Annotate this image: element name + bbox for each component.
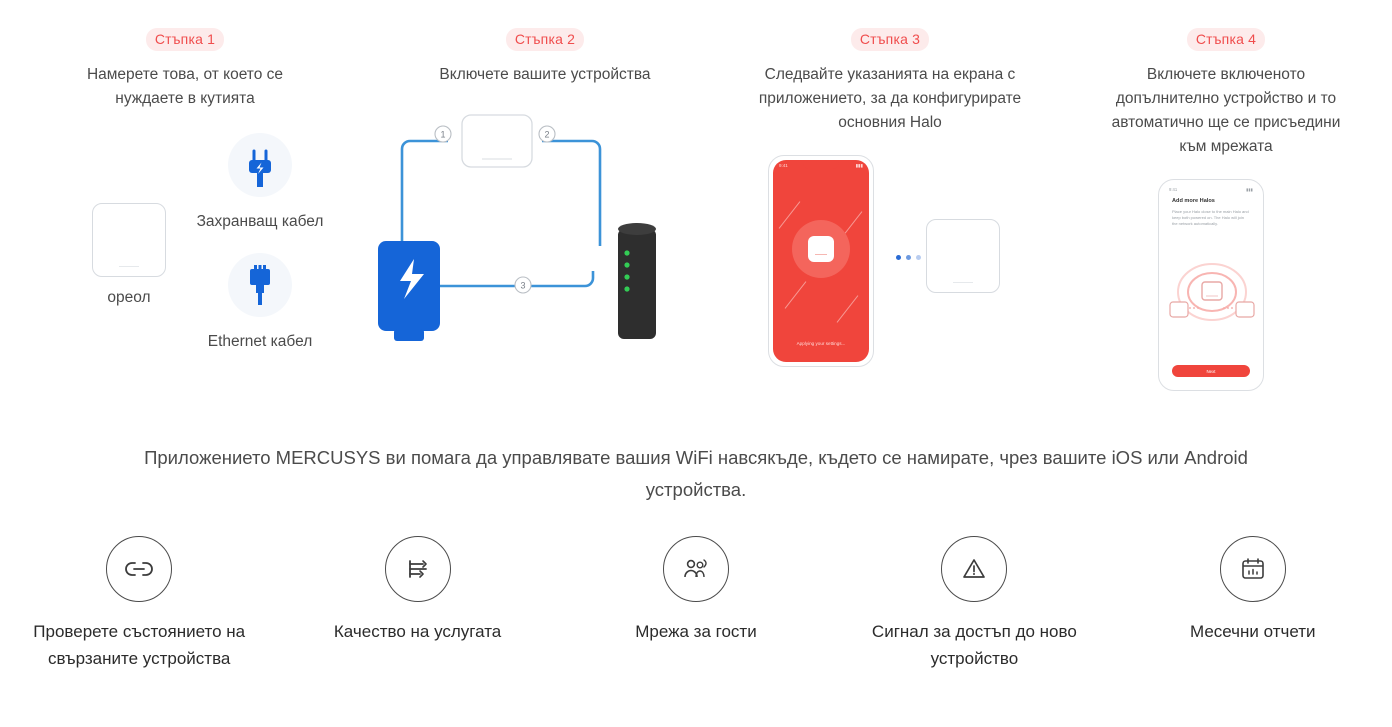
- step-4-description: Включете включеното допълнително устройство и то автоматично ще се присъедини към мрежата: [1111, 66, 1341, 156]
- step-1-graphic: [0, 125, 370, 425]
- ethernet-plug-icon: [228, 253, 292, 317]
- app-description-paragraph: Приложението MERCUSYS ви помага да управлявате вашия WiFi навсякъде, където се намирате, чрез вашите iOS или Android устройства.: [144, 447, 1248, 501]
- guest-users-icon: [663, 536, 729, 602]
- halo-device-icon-secondary: [926, 219, 1000, 293]
- link-chain-icon: [106, 536, 172, 602]
- step-4: [1060, 28, 1392, 465]
- phone-screen-setup: [773, 160, 869, 362]
- addhalo-next-button[interactable]: Next: [1172, 365, 1250, 377]
- addhalo-illustration: [1163, 242, 1259, 352]
- step-3-description: Следвайте указанията на екрана с приложението, за да конфигурирате основния Halo: [758, 66, 1022, 132]
- halo-device-graphic: [808, 236, 834, 262]
- wiring-diagram: [370, 101, 720, 361]
- power-plug-icon: [228, 133, 292, 197]
- step-3-badge: Стъпка 3: [851, 28, 929, 51]
- step-2: [370, 28, 720, 465]
- calendar-report-icon: [1220, 536, 1286, 602]
- feature-label-2: Качество на услугата: [333, 622, 502, 641]
- feature-monthly-reports: [1114, 536, 1392, 672]
- alert-triangle-icon: [941, 536, 1007, 602]
- status-time: 9:41: [779, 163, 788, 169]
- feature-label-1: Проверете състоянието на свързаните устройства: [33, 622, 246, 669]
- addhalo-title: Add more Halos: [1172, 198, 1215, 205]
- halo-pairing-graphic: [1163, 242, 1259, 352]
- guest-users-glyph: [679, 552, 713, 586]
- step-3-graphic: [720, 141, 1060, 441]
- feature-guest-network: [557, 536, 835, 672]
- speed-gauge-glyph: [401, 552, 435, 586]
- svg-text:1: 1: [440, 129, 446, 140]
- phone-status-bar-2: [1169, 187, 1253, 192]
- dot-1: [896, 255, 901, 260]
- phone-caption: Applying your settings...: [796, 341, 846, 347]
- step-1-badge: Стъпка 1: [146, 28, 224, 51]
- feature-label-4: Сигнал за достъп до ново устройство: [871, 622, 1077, 669]
- decor-line-1: [779, 201, 801, 228]
- connection-dots: [896, 255, 921, 260]
- calendar-report-glyph: [1236, 552, 1270, 586]
- status-indicators: ▮▮▮: [855, 163, 863, 169]
- svg-text:2: 2: [544, 129, 550, 140]
- step-2-graphic: [370, 101, 720, 401]
- step-4-graphic: [1060, 165, 1392, 465]
- speed-gauge-icon: [385, 536, 451, 602]
- step-1-description: Намерете това, от което се нуждаете в кутията: [86, 66, 284, 108]
- power-cable-label: Захранващ кабел: [196, 213, 324, 231]
- feature-label-5: Месечни отчети: [1189, 622, 1316, 641]
- step-1: [0, 28, 370, 465]
- dot-2: [906, 255, 911, 260]
- feature-connected-devices: [0, 536, 278, 672]
- decor-line-4: [837, 295, 859, 322]
- decor-line-3: [785, 281, 807, 308]
- phone-mockup-addhalo: [1158, 179, 1264, 391]
- addhalo-subtitle: Place your Halo close to the main Halo and keep both powered on. The Halo will join the network automatically.: [1172, 209, 1249, 227]
- phone-mockup-setup: [768, 155, 874, 367]
- feature-new-device-alert: [835, 536, 1113, 672]
- phone-screen-addhalo: [1163, 184, 1259, 386]
- svg-text:3: 3: [520, 280, 526, 291]
- alert-triangle-glyph: [957, 552, 991, 586]
- step-2-description: Включете вашите устройства: [439, 66, 651, 83]
- step-4-badge: Стъпка 4: [1187, 28, 1265, 51]
- status-indicators-2: ▮▮▮: [1246, 187, 1253, 193]
- link-chain-glyph: [122, 552, 156, 586]
- feature-label-3: Мрежа за гости: [635, 622, 757, 641]
- status-time-2: 9:41: [1169, 187, 1178, 193]
- feature-qos: [278, 536, 556, 672]
- phone-notch: [803, 160, 839, 169]
- halo-pulse-ring: [792, 220, 850, 278]
- halo-device-label: ореол: [107, 289, 151, 307]
- ethernet-cable-label: Ethernet кабел: [207, 333, 313, 351]
- features-row: [0, 536, 1392, 672]
- step-3: [720, 28, 1060, 465]
- dot-3: [916, 255, 921, 260]
- step-2-badge: Стъпка 2: [506, 28, 584, 51]
